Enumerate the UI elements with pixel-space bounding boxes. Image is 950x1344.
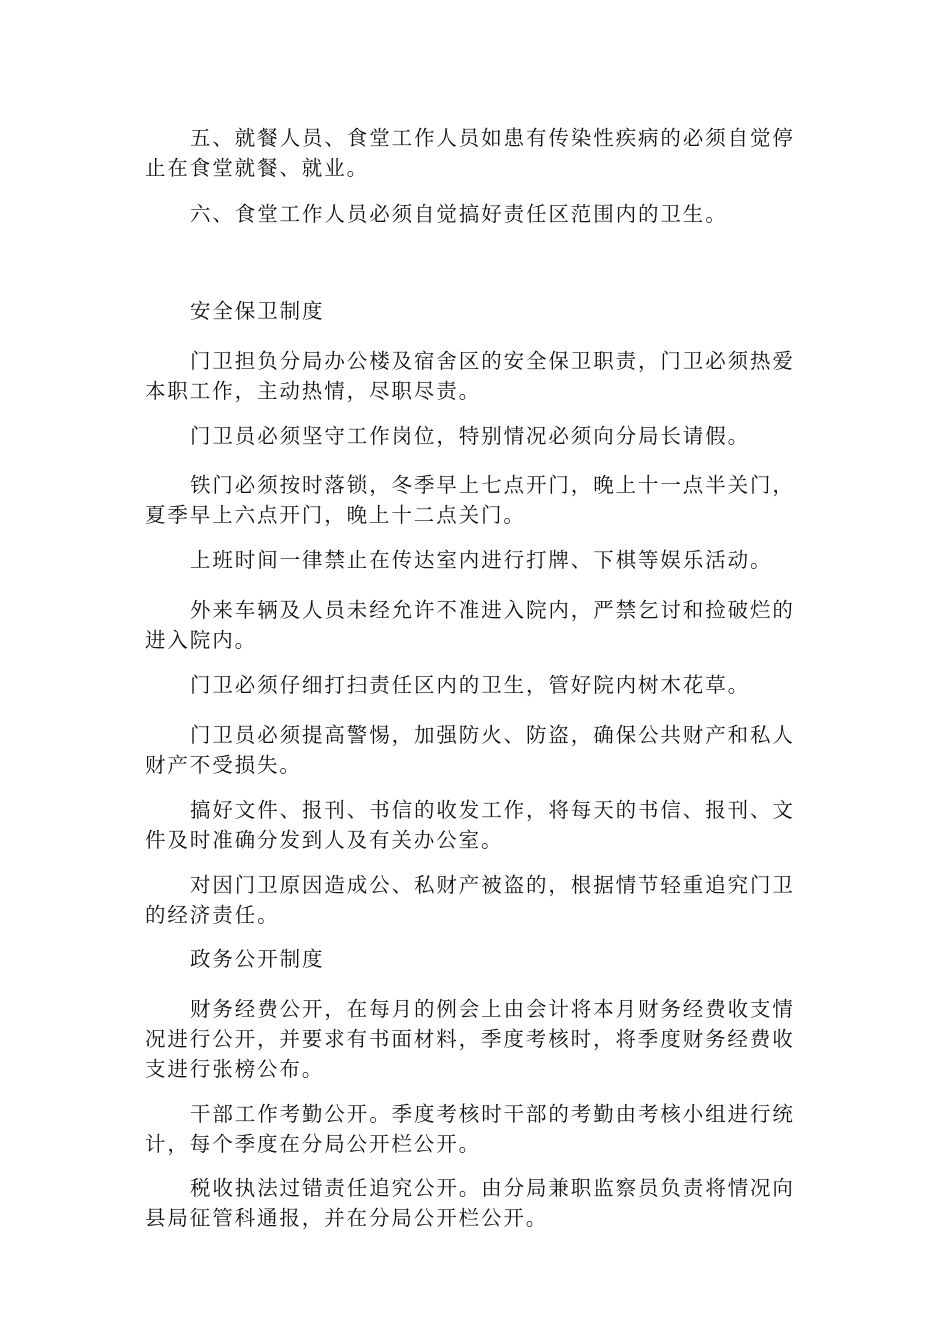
paragraph-security-7: 门卫员必须提高警惕，加强防火、防盗，确保公共财产和私人财产不受损失。 <box>145 723 795 777</box>
paragraph-security-2: 门卫员必须坚守工作岗位，特别情况必须向分局长请假。 <box>190 424 750 448</box>
paragraph-publicity-1: 财务经费公开，在每月的例会上由会计将本月财务经费收支情况进行公开，并要求有书面材料，季度考核时，将季度财务经费收支进行张榜公布。 <box>145 997 795 1081</box>
paragraph-security-1: 门卫担负分局办公楼及宿舍区的安全保卫职责，门卫必须热爱本职工作，主动热情，尽职尽责。 <box>145 349 795 403</box>
paragraph-security-6: 门卫必须仔细打扫责任区内的卫生，管好院内树木花草。 <box>190 673 750 697</box>
paragraph-security-4: 上班时间一律禁止在传达室内进行打牌、下棋等娱乐活动。 <box>190 548 773 572</box>
paragraph-publicity-2: 干部工作考勤公开。季度考核时干部的考勤由考核小组进行统计，每个季度在分局公开栏公开。 <box>145 1102 795 1156</box>
paragraph-security-9: 对因门卫原因造成公、私财产被盗的，根据情节轻重追究门卫的经济责任。 <box>145 873 795 927</box>
paragraph-canteen-5: 五、就餐人员、食堂工作人员如患有传染性疾病的必须自觉停止在食堂就餐、就业。 <box>145 126 795 180</box>
paragraph-publicity-3: 税收执法过错责任追究公开。由分局兼职监察员负责将情况向县局征管科通报，并在分局公开栏公开。 <box>145 1176 795 1230</box>
paragraph-security-5: 外来车辆及人员未经允许不准进入院内，严禁乞讨和捡破烂的进入院内。 <box>145 598 795 652</box>
paragraph-canteen-6: 六、食堂工作人员必须自觉搞好责任区范围内的卫生。 <box>190 202 728 226</box>
section-heading-publicity: 政务公开制度 <box>190 947 325 971</box>
paragraph-security-8: 搞好文件、报刊、书信的收发工作，将每天的书信、报刊、文件及时准确分发到人及有关办公室。 <box>145 798 795 852</box>
paragraph-security-3: 铁门必须按时落锁，冬季早上七点开门，晚上十一点半关门，夏季早上六点开门，晚上十二点关门。 <box>145 473 795 527</box>
section-heading-security: 安全保卫制度 <box>190 299 325 323</box>
